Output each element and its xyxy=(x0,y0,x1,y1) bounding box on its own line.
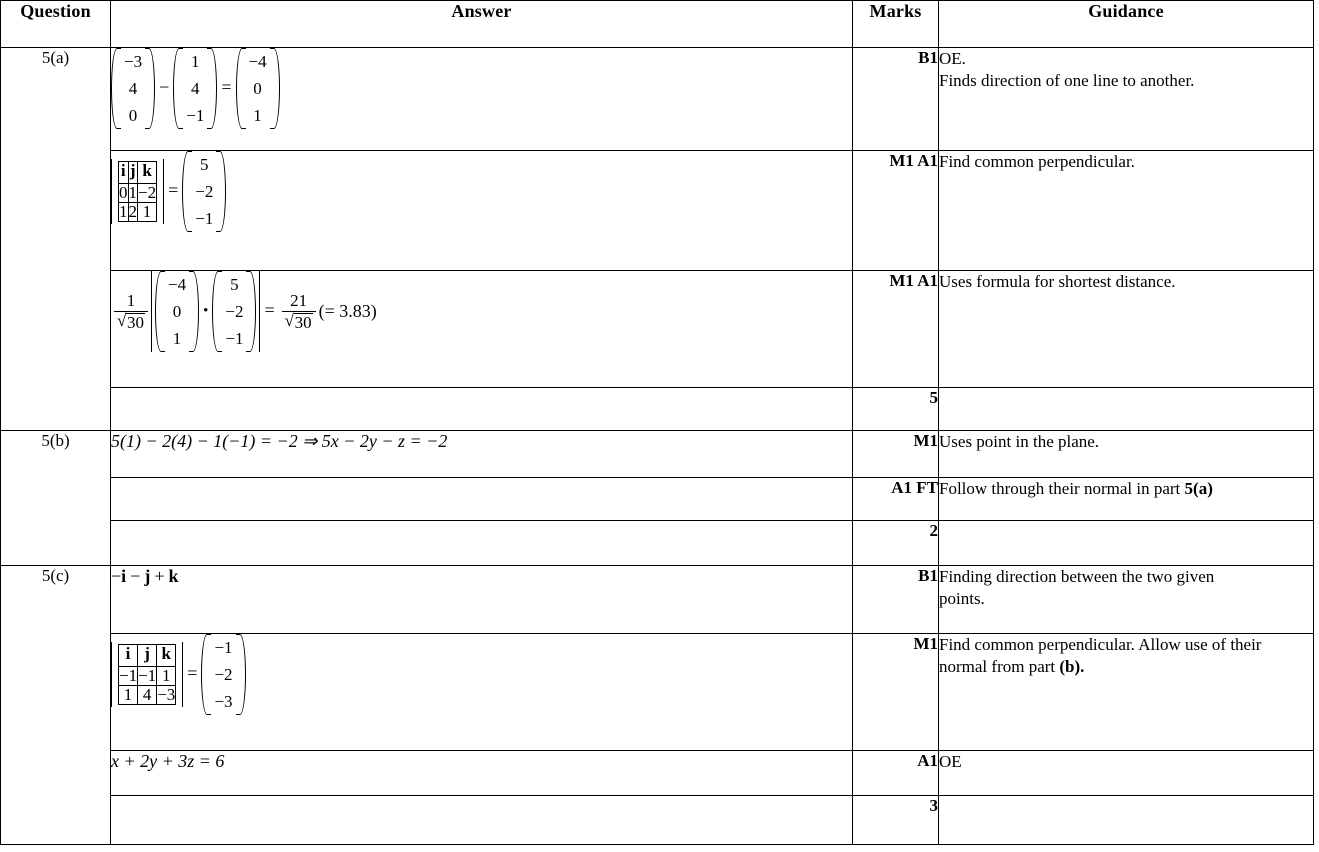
answer-cell-5a-2 xyxy=(111,151,853,271)
question-label-5a: 5(a) xyxy=(1,48,111,431)
vector-component: 1 xyxy=(253,106,262,125)
answer-cell-5a-subtotal xyxy=(111,388,853,431)
determinant-cell: −1 xyxy=(119,666,138,686)
vector-component: 1 xyxy=(191,52,200,71)
column-header-guidance: Guidance xyxy=(939,1,1314,48)
guidance-cell-5c-subtotal xyxy=(939,796,1314,845)
marks-cell-5a-2: M1 A1 xyxy=(853,151,939,271)
equals-operator: = xyxy=(264,299,275,320)
determinant-header: i xyxy=(119,162,129,184)
sign: − xyxy=(130,566,141,586)
result-fraction xyxy=(282,292,316,332)
vector-component: −2 xyxy=(214,665,233,684)
vector-component: −1 xyxy=(225,329,244,348)
determinant-cell: −3 xyxy=(157,684,176,704)
plane-equation: x + 2y + 3z = 6 xyxy=(111,751,225,771)
determinant-cell: 1 xyxy=(157,667,176,686)
table-row-subtotal xyxy=(1,521,1314,566)
guidance-line: Finding direction between the two given xyxy=(939,567,1215,586)
guidance-cell-5a-3 xyxy=(939,271,1314,388)
guidance-cell-5a-1 xyxy=(939,48,1314,151)
fraction-denominator xyxy=(114,312,148,332)
determinant-header: j xyxy=(128,162,138,184)
table-header xyxy=(1,1,1314,48)
unit-vector-k: k xyxy=(168,566,179,586)
answer-cell-5c-2 xyxy=(111,634,853,751)
column-vector xyxy=(212,271,256,352)
column-vector xyxy=(111,48,155,129)
coefficient-fraction xyxy=(114,292,148,332)
table-body xyxy=(1,48,1314,845)
guidance-cell-5b-2 xyxy=(939,478,1314,521)
approximate-value: (= 3.83) xyxy=(318,301,377,321)
vector-component: −1 xyxy=(186,106,205,125)
guidance-cell-5b-1 xyxy=(939,431,1314,478)
marks-cell-5c-2: M1 xyxy=(853,634,939,751)
column-vector xyxy=(155,271,199,352)
table-row xyxy=(1,271,1314,388)
determinant-cell: 1 xyxy=(128,183,137,203)
vector-component: −1 xyxy=(195,209,214,228)
ijk-direction-expression xyxy=(111,566,179,587)
guidance-line: Finds direction of one line to another. xyxy=(939,70,1195,90)
guidance-cell-5b-subtotal xyxy=(939,521,1314,566)
dot-product-operator: • xyxy=(203,303,209,319)
guidance-cell-5a-2 xyxy=(939,151,1314,271)
guidance-line: OE xyxy=(939,752,962,771)
magnitude-bars xyxy=(151,271,260,352)
column-vector xyxy=(182,151,226,232)
marks-cell-5a-3: M1 A1 xyxy=(853,271,939,388)
vector-component: 5 xyxy=(230,275,239,294)
determinant-cell: 2 xyxy=(128,201,137,221)
determinant-header: k xyxy=(157,645,176,667)
vector-component: −4 xyxy=(168,275,187,294)
guidance-line: OE. xyxy=(939,49,966,68)
question-label-5b: 5(b) xyxy=(1,431,111,566)
marks-cell-5b-1: M1 xyxy=(853,431,939,478)
column-header-marks: Marks xyxy=(853,1,939,48)
guidance-cell-5c-1 xyxy=(939,566,1314,634)
table-row xyxy=(1,151,1314,271)
vector-component: 0 xyxy=(128,106,138,125)
answer-cell-5c-subtotal xyxy=(111,796,853,845)
unit-vector-j: j xyxy=(144,566,151,586)
vector-component: −1 xyxy=(214,638,233,657)
subtotal-marks-5a: 5 xyxy=(853,388,939,431)
equals-operator: = xyxy=(221,76,232,97)
answer-cell-5a-3 xyxy=(111,271,853,388)
answer-cell-5c-3 xyxy=(111,751,853,796)
vector-component: −4 xyxy=(248,52,267,71)
guidance-line: points. xyxy=(939,588,985,608)
vector-subtraction-expression xyxy=(111,48,280,129)
equals-operator: = xyxy=(187,662,198,683)
guidance-cell-5c-2 xyxy=(939,634,1314,751)
answer-cell-5b-subtotal xyxy=(111,521,853,566)
guidance-part-reference: (b). xyxy=(1059,656,1085,676)
vector-component: −2 xyxy=(225,302,244,321)
shortest-distance-expression xyxy=(111,271,377,352)
fraction-numerator: 21 xyxy=(282,292,316,312)
table-row-subtotal xyxy=(1,388,1314,431)
plane-derivation-equation: 5(1) − 2(4) − 1(−1) = −2 ⇒ 5x − 2y − z = −2 xyxy=(111,431,448,451)
guidance-text: Find common perpendicular. Allow use of their normal from part xyxy=(939,635,1262,676)
subtotal-marks-5c: 3 xyxy=(853,796,939,845)
vector-component: −3 xyxy=(214,692,233,711)
guidance-cell-5a-subtotal xyxy=(939,388,1314,431)
cross-product-determinant xyxy=(111,151,226,232)
question-label-5c: 5(c) xyxy=(1,566,111,845)
column-vector xyxy=(173,48,217,129)
determinant-cell: 1 xyxy=(138,202,157,221)
table-row-subtotal xyxy=(1,796,1314,845)
equals-operator: = xyxy=(168,179,179,200)
table-row xyxy=(1,566,1314,634)
sign: + xyxy=(154,566,165,586)
determinant-cell: −2 xyxy=(138,183,157,203)
vector-component: 4 xyxy=(191,79,200,98)
table-row xyxy=(1,634,1314,751)
determinant xyxy=(111,159,164,224)
radicand: 30 xyxy=(294,312,312,332)
determinant-header: i xyxy=(119,645,138,667)
column-header-answer: Answer xyxy=(111,1,853,48)
vector-component: 0 xyxy=(172,302,182,321)
marks-cell-5c-3: A1 xyxy=(853,751,939,796)
header-row xyxy=(1,1,1314,48)
determinant xyxy=(111,642,183,707)
answer-cell-5b-1 xyxy=(111,431,853,478)
marks-cell-5a-1: B1 xyxy=(853,48,939,151)
vector-component: 4 xyxy=(128,79,138,98)
guidance-line: Uses point in the plane. xyxy=(939,432,1100,451)
answer-cell-5b-2 xyxy=(111,478,853,521)
determinant-header: j xyxy=(138,645,157,667)
marks-cell-5b-2: A1 FT xyxy=(853,478,939,521)
table-row xyxy=(1,478,1314,521)
unit-vector-i: i xyxy=(121,566,127,586)
determinant-cell: −1 xyxy=(138,666,157,686)
vector-component: 1 xyxy=(172,329,182,348)
determinant-cell: 1 xyxy=(119,201,128,221)
vector-component: 0 xyxy=(253,79,262,98)
determinant-cell: 4 xyxy=(138,685,157,704)
vector-component: −2 xyxy=(195,182,214,201)
table-row xyxy=(1,751,1314,796)
vector-component: −3 xyxy=(124,52,143,71)
column-header-question: Question xyxy=(1,1,111,48)
determinant-header: k xyxy=(138,162,157,184)
answer-cell-5a-1 xyxy=(111,48,853,151)
table-row xyxy=(1,431,1314,478)
answer-cell-5c-1 xyxy=(111,566,853,634)
column-vector xyxy=(236,48,280,129)
vector-component: 5 xyxy=(200,155,209,174)
marks-cell-5c-1: B1 xyxy=(853,566,939,634)
fraction-numerator: 1 xyxy=(114,292,148,312)
guidance-cell-5c-3 xyxy=(939,751,1314,796)
cross-product-determinant xyxy=(111,634,246,715)
sign: − xyxy=(111,566,122,586)
radicand: 30 xyxy=(127,312,144,332)
minus-operator: − xyxy=(159,76,170,97)
fraction-denominator xyxy=(282,312,316,332)
determinant-cell: 0 xyxy=(119,183,128,203)
determinant-cell: 1 xyxy=(119,685,138,704)
subtotal-marks-5b: 2 xyxy=(853,521,939,566)
guidance-line: Find common perpendicular. xyxy=(939,152,1135,171)
table-row xyxy=(1,48,1314,151)
guidance-line: Uses formula for shortest distance. xyxy=(939,272,1176,291)
guidance-text: Follow through their normal in part xyxy=(939,479,1185,498)
guidance-part-reference: 5(a) xyxy=(1184,479,1213,498)
column-vector xyxy=(201,634,245,715)
